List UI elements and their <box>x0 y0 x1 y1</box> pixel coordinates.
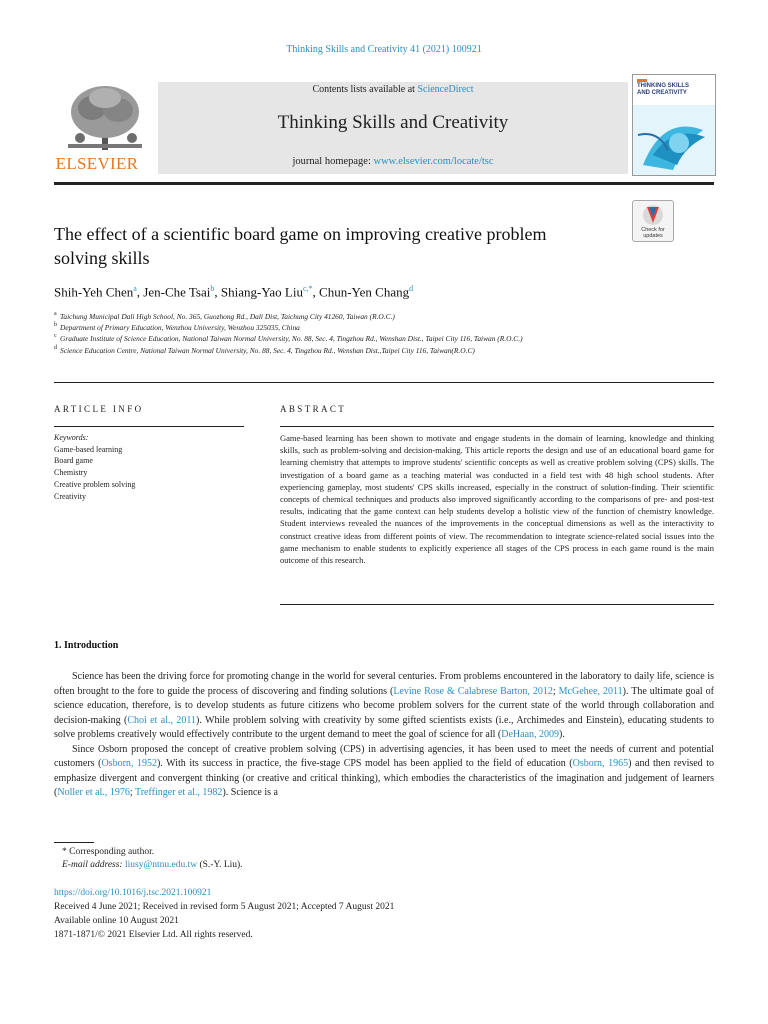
author-name: Jen-Che Tsai <box>143 284 211 300</box>
keyword-item: Creativity <box>54 491 86 501</box>
footnote-rule <box>54 842 94 843</box>
affiliation-text: Department of Primary Education, Wenzhou University, Wenzhou 325035, China <box>60 323 300 333</box>
keyword-item: Board game <box>54 456 93 466</box>
journal-info-box <box>158 82 628 174</box>
paragraph-text: ) and then revised to emphasize divergent and convergent thinking (or creative and critical thinking), which embodies the characteristics of the imagination and judgement of learners ( <box>54 758 715 798</box>
paragraph-text: Science has been the driving force for promoting change in the world for several centuries. From problems encountered in the laboratory to daily life, science is often brought to the fore to guide the process of discovering and finding solutions ( <box>54 671 714 697</box>
paragraph-text: ; <box>129 787 135 798</box>
keyword-item: Game-based learning <box>54 444 123 454</box>
doi-link[interactable]: https://doi.org/10.1016/j.tsc.2021.100921 <box>54 888 212 898</box>
citation-link[interactable]: Noller et al., 1976 <box>57 787 130 798</box>
abstract-text: Game-based learning has been shown to motivate and engage students in the domain of learning, knowledge and thinking skills, such as problem-solving and decision-making. This article reports the design and use of an educational board game for learning chemistry that attempts to improve students' scientific concepts as well as creative problem solving (CPS) skills. The investigation of a board game as a teaching material was conducted in a field test with 48 high school students. After experiencing gameplay, most students' CPS skills increased, especially in the construct of solution-finding. Their scientific concepts of chemical techniques and products also improved significantly according to the comparisons of pre- and post-test results, indicating that the game context can help students develop a holistic view of the function of chemistry knowledge. Student interviews revealed the nuances of the improvements in the conceptual dimensions as well as the interactivity to construct creative ideas from different points of view. The recommendation to integrate science-related social issues into the game mechanism to enable students to explicitly experience all stages of the CPS process in each game round is the main outcome of this research. <box>280 433 714 566</box>
paragraph-text: ). The ultimate goal of science education, therefore, is to develop students as future citizens who become problem solvers for the current state of the world through collaboration and decision-making ( <box>54 685 715 726</box>
affiliation-marker: c <box>54 333 57 340</box>
affiliation-marker: a <box>54 311 57 317</box>
journal-cover-image[interactable] <box>632 74 716 176</box>
keywords-block <box>54 432 244 502</box>
affiliation-text: Taichung Municipal Dali High School, No. 365, Guozhong Rd., Dali Dist, Taichung City 41260, Taiwan (R.O.C.) <box>60 312 395 321</box>
affiliation-marker: b <box>54 322 57 329</box>
author-list: Shih-Yeh Chen$^a$, Jen-Che Tsai$^b$, Shiang-Yao Liu$^{c,*}$, Chun-Yen Chang$^d$ <box>54 284 414 300</box>
citation-link[interactable]: Osborn, 1965 <box>572 758 629 769</box>
paragraph-text: ; <box>552 685 559 697</box>
affiliation-marker: d <box>54 344 57 351</box>
citation-link[interactable]: Levine Rose & Calabrese Barton, 2012 <box>393 685 553 697</box>
publisher-name: ELSEVIER <box>55 154 139 173</box>
homepage-link[interactable]: www.elsevier.com/locate/tsc <box>373 156 494 167</box>
journal-title: Thinking Skills and Creativity <box>277 112 509 133</box>
available-online: Available online 10 August 2021 <box>54 916 179 926</box>
cover-art-icon <box>633 75 715 175</box>
cover-title: THINKING SKILLS AND CREATIVITY <box>637 83 689 96</box>
header-rule <box>54 182 714 185</box>
introduction-heading: 1. Introduction <box>54 640 119 651</box>
article-info-rule <box>54 426 244 427</box>
sciencedirect-link[interactable]: ScienceDirect <box>417 84 474 95</box>
author-name: Shiang-Yao Liu <box>220 284 303 300</box>
author-name: Chun-Yen Chang <box>319 284 410 300</box>
paragraph-text: Since Osborn proposed the concept of creative problem solving (CPS) in advertising agencies, it has been used to meet the needs of current and potential customers ( <box>54 743 714 769</box>
paragraph <box>54 670 714 743</box>
journal-citation-link[interactable]: Thinking Skills and Creativity 41 (2021) 100921 <box>286 44 482 55</box>
check-for-updates-button[interactable] <box>632 200 674 242</box>
keyword-item: Chemistry <box>54 468 88 478</box>
author-affiliation-marker[interactable]: b <box>210 284 215 293</box>
citation-link[interactable]: Treffinger et al., 1982 <box>134 787 223 798</box>
copyright: 1871-1871/© 2021 Elsevier Ltd. All rights reserved. <box>54 930 253 940</box>
author-affiliation-marker[interactable]: d <box>409 284 414 293</box>
homepage-prefix: journal homepage: <box>292 156 374 167</box>
paragraph-text: ). <box>559 729 565 740</box>
corresponding-author-note: * Corresponding author. <box>62 847 155 857</box>
affiliation-list <box>54 311 614 356</box>
email-suffix: (S.-Y. Liu). <box>197 860 243 870</box>
check-for-updates-label: Check for updates <box>641 227 665 239</box>
affiliation-item <box>54 333 614 344</box>
abstract-heading: ABSTRACT <box>280 404 347 414</box>
affiliation-text: Graduate Institute of Science Education, National Taiwan Normal University, No. 88, Sec. 4, Tingzhou Rd., Wenshan Dist., Taipei City 116, Taiwan (R.O.C.) <box>60 334 523 344</box>
journal-banner <box>54 82 714 182</box>
email-link[interactable]: liusy@ntnu.edu.tw <box>124 860 198 870</box>
footnote <box>62 846 243 872</box>
introduction-body <box>54 670 714 801</box>
affiliation-item <box>54 345 614 356</box>
contents-prefix: Contents lists available at <box>312 84 418 95</box>
author-affiliation-marker[interactable]: c,* <box>302 284 313 293</box>
affiliation-rule <box>54 382 714 383</box>
citation-link[interactable]: Osborn, 1952 <box>101 758 157 769</box>
affiliation-item <box>54 322 614 333</box>
elsevier-logo[interactable] <box>54 82 158 174</box>
publication-info <box>54 886 394 942</box>
citation-link[interactable]: McGehee, 2011 <box>558 685 623 697</box>
citation-link[interactable]: Choi et al., 2011 <box>127 714 197 726</box>
paragraph-text: ). Science is a <box>222 787 278 798</box>
contents-line <box>158 84 628 95</box>
received-dates: Received 4 June 2021; Received in revised form 5 August 2021; Accepted 7 August 2021 <box>54 902 395 912</box>
keyword-item: Creative problem solving <box>54 479 136 489</box>
paragraph <box>54 743 714 801</box>
keywords-label: Keywords: <box>54 433 89 442</box>
article-title: The effect of a scientific board game on improving creative problem solving skills <box>54 224 547 268</box>
abstract-rule <box>280 426 714 427</box>
citation-link[interactable]: DeHaan, 2009 <box>501 729 560 740</box>
author-affiliation-marker[interactable]: a <box>133 284 137 293</box>
email-label: E-mail address: <box>62 860 123 870</box>
affiliation-text: Science Education Centre, National Taiwan Normal University, No. 88, Sec. 4, Tingzhou Rd., Wenshan Dist.,Taipei City 116, Taiwan(R.O.C) <box>60 345 475 355</box>
affiliation-item <box>54 311 614 322</box>
abstract-bottom-rule <box>280 604 714 605</box>
article-info-heading: ARTICLE INFO <box>54 404 144 414</box>
paragraph-text: ). While problem solving with creativity by some gifted scientists exists (i.e., Archimedes and Einstein), educating students to solve problems creatively would effectively contribute to the urgent demand to meet the goal of science for all ( <box>54 714 714 740</box>
journal-homepage <box>158 156 628 167</box>
paragraph-text: ). With its success in practice, the five-stage CPS model has been applied to the field of education ( <box>156 758 573 769</box>
email-line <box>62 859 243 872</box>
author-name: Shih-Yeh Chen <box>54 284 134 300</box>
